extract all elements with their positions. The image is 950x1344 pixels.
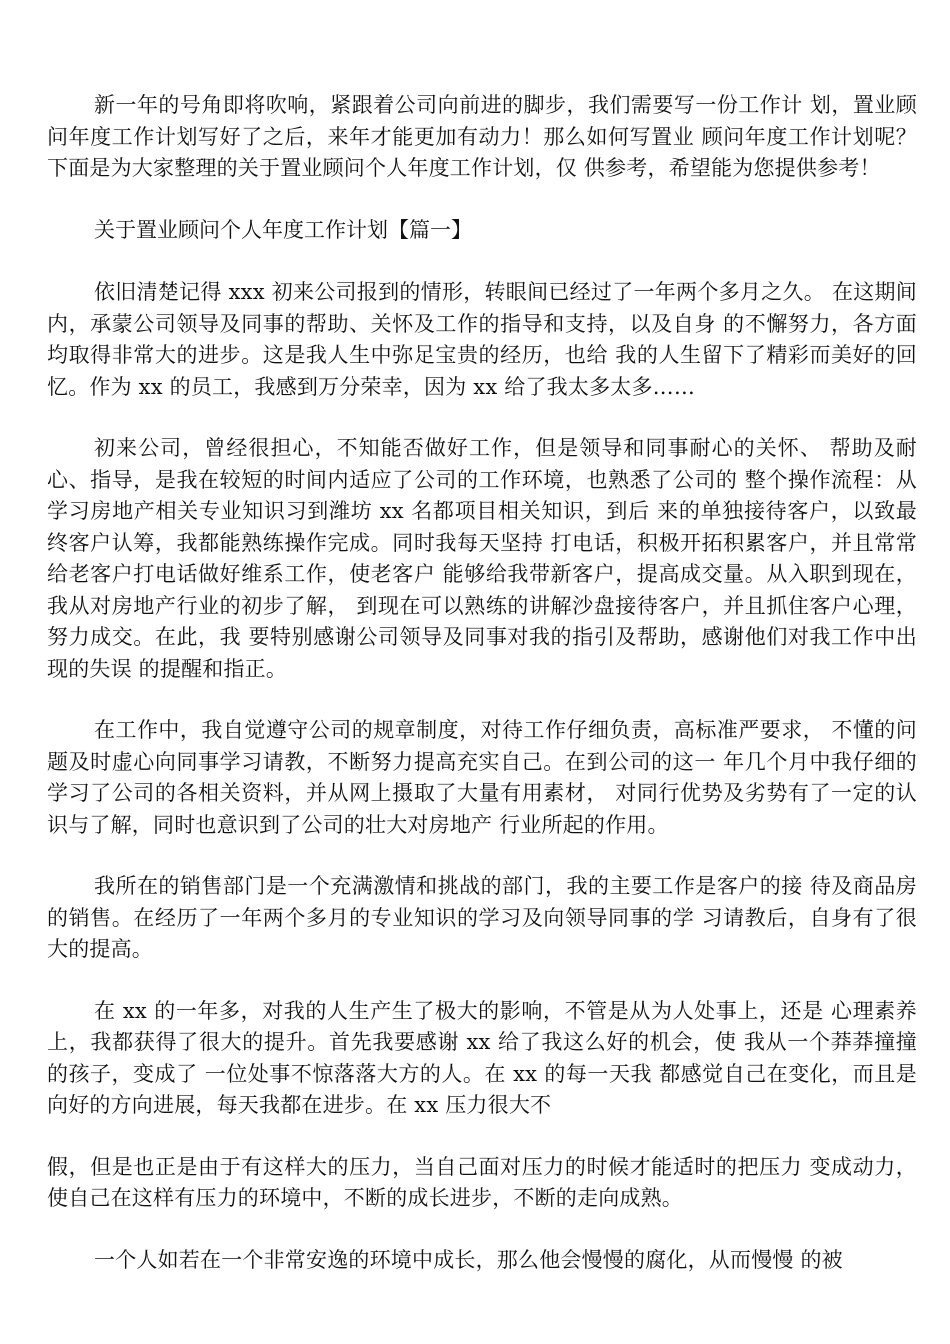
body-paragraph-3: 在工作中，我自觉遵守公司的规章制度，对待工作仔细负责，高标准严要求， 不懂的问题及时虚心向同事学习请教，不断努力提高充实自己。在到公司的这一 年几个月中我仔细的学习了公司的各相关资料，并从网上摄取了大量有用素材， 对同行优势及劣势有了一定的认识与了解，同时也意识到了公司的壮大对房地产 行业所起的作用。: [47, 718, 917, 837]
body-paragraph-continuation: 假，但是也正是由于有这样大的压力，当自己面对压力的时候才能适时的把压力 变成动力，使自己在这样有压力的环境中，不断的成长进步，不断的走向成熟。: [47, 1154, 917, 1210]
section-heading: 关于置业顾问个人年度工作计划【篇一】: [94, 217, 472, 242]
intro-paragraph: 新一年的号角即将吹响，紧跟着公司向前进的脚步，我们需要写一份工作计 划，置业顾问年度工作计划写好了之后，来年才能更加有动力！那么如何写置业 顾问年度工作计划呢？下面是为大家整理的关于置业顾问个人年度工作计划，仅 供参考，希望能为您提供参考！: [47, 93, 917, 180]
body-paragraph-2: 初来公司，曾经很担心，不知能否做好工作，但是领导和同事耐心的关怀、 帮助及耐心、指导，是我在较短的时间内适应了公司的工作环境，也熟悉了公司的 整个操作流程：从学习房地产相关专业知识习到潍坊 xx 名都项目相关知识，到后 来的单独接待客户，以致最终客户认筹，我都能熟练操作完成。同时我每天坚持 打电话，积极开拓积累客户，并且常常给老客户打电话做好维系工作，使老客户 能够给我带新客户，提高成交量。从入职到现在，我从对房地产行业的初步了解， 到现在可以熟练的讲解沙盘接待客户，并且抓住客户心理，努力成交。在此，我 要特别感谢公司领导及同事对我的指引及帮助，感谢他们对我工作中出现的失误 的提醒和指正。: [47, 436, 917, 681]
body-paragraph-1: 依旧清楚记得 xxx 初来公司报到的情形，转眼间已经过了一年两个多月之久。 在这期间内，承蒙公司领导及同事的帮助、关怀及工作的指导和支持，以及自身 的不懈努力，各方面均取得非常大的进步。这是我人生中弥足宝贵的经历，也给 我的人生留下了精彩而美好的回忆。作为 xx 的员工，我感到万分荣幸，因为 xx 给了我太多太多……: [47, 280, 917, 399]
document-page: [47, 90, 917, 1276]
body-paragraph-6: 一个人如若在一个非常安逸的环境中成长，那么他会慢慢的腐化，从而慢慢 的被: [94, 1247, 843, 1272]
body-paragraph-5: 在 xx 的一年多，对我的人生产生了极大的影响，不管是从为人处事上，还是 心理素养上，我都获得了很大的提升。首先我要感谢 xx 给了我这么好的机会，使 我从一个莽莽撞撞的孩子，变成了 一位处事不惊落落大方的人。在 xx 的每一天我 都感觉自己在变化，而且是向好的方向进展，每天我都在进步。在 xx 压力很大不: [47, 998, 917, 1117]
body-paragraph-4: 我所在的销售部门是一个充满激情和挑战的部门，我的主要工作是客户的接 待及商品房的销售。在经历了一年两个多月的专业知识的学习及向领导同事的学 习请教后，自身有了很大的提高。: [47, 874, 917, 961]
